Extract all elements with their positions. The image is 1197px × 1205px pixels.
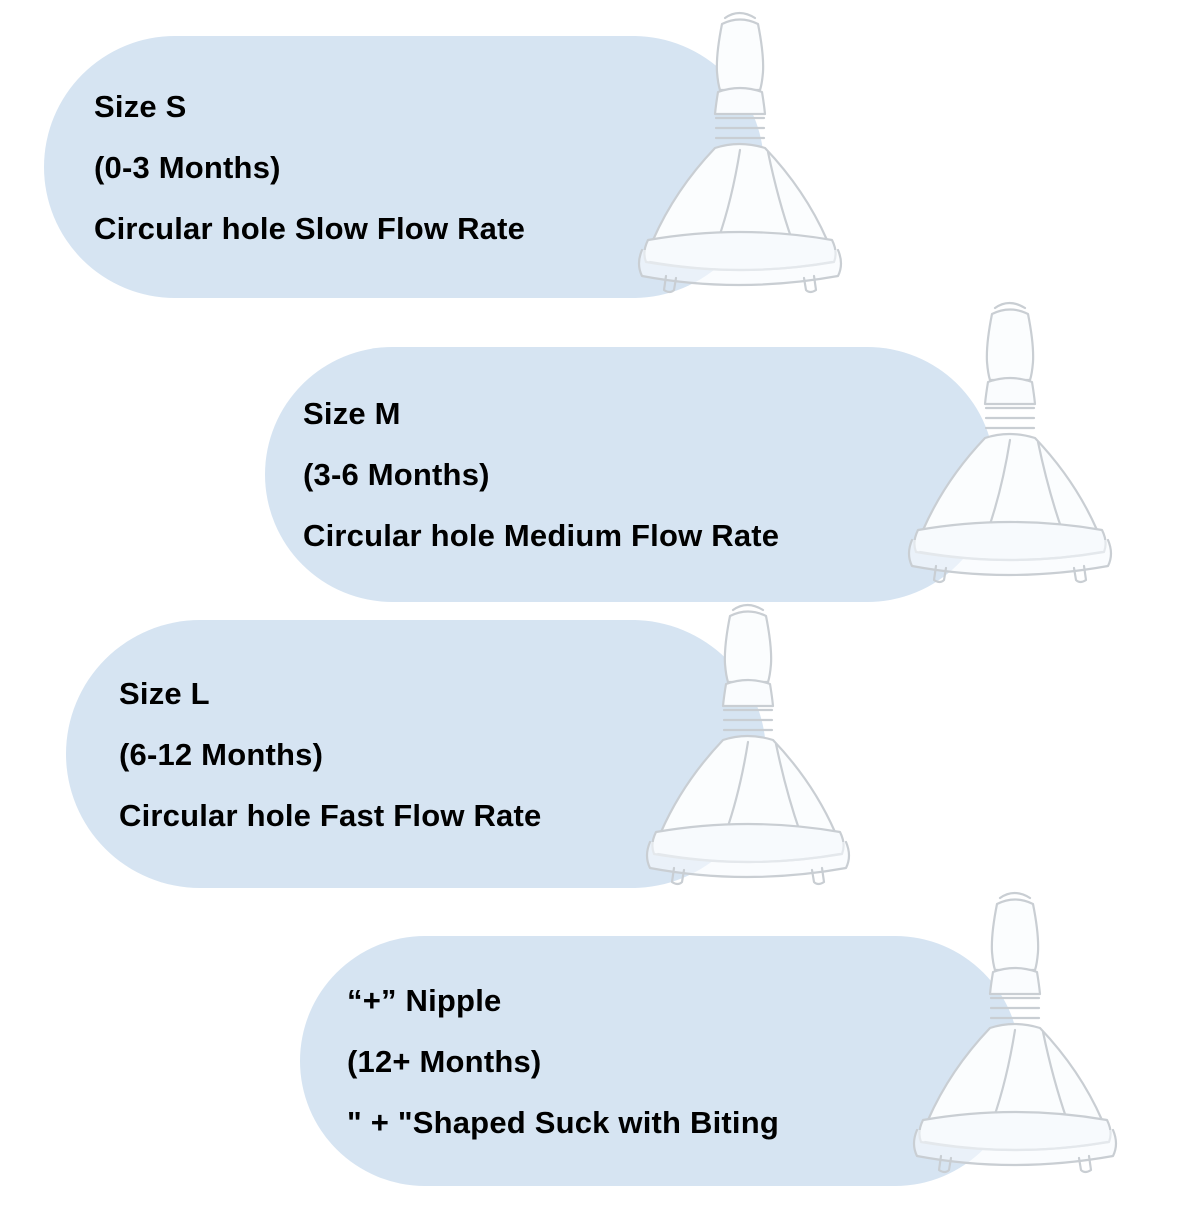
- size-plus-detail: " + "Shaped Suck with Biting: [347, 1104, 780, 1140]
- size-plus-title: “+” Nipple: [347, 982, 502, 1018]
- size-l-title: Size L: [119, 675, 210, 711]
- size-m-detail: Circular hole Medium Flow Rate: [303, 518, 780, 553]
- size-plus-age: (12+ Months): [347, 1043, 542, 1079]
- size-l-age: (6-12 Months): [119, 736, 324, 772]
- size-m-callout: [265, 347, 995, 602]
- size-l-detail: Circular hole Fast Flow Rate: [119, 797, 542, 833]
- size-m-title: Size M: [303, 396, 401, 431]
- size-s-age: (0-3 Months): [94, 149, 281, 185]
- size-plus-callout: [300, 936, 1020, 1186]
- size-s-title: Size S: [94, 88, 187, 124]
- size-s-detail: Circular hole Slow Flow Rate: [94, 210, 526, 246]
- size-l-callout: [66, 620, 766, 888]
- size-m-age: (3-6 Months): [303, 457, 490, 492]
- size-s-callout: [44, 36, 764, 298]
